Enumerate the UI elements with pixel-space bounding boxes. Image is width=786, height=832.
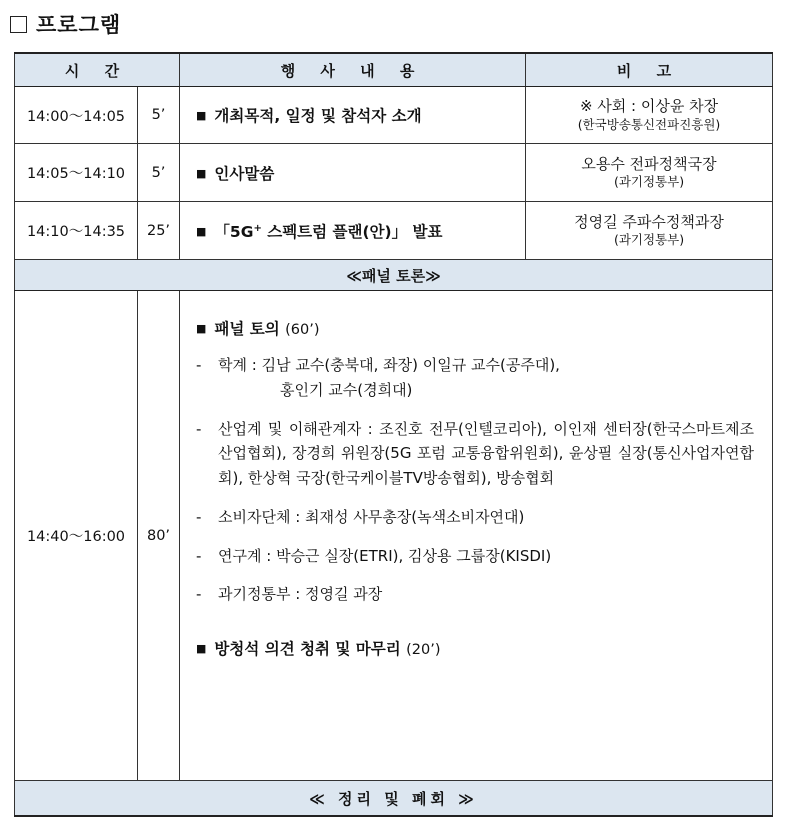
header-note: 비 고 [526, 53, 773, 87]
note-line1: ※ 사회 : 이상윤 차장 [579, 97, 719, 116]
checkbox-square-icon [10, 16, 27, 33]
program-table [14, 52, 773, 817]
event-label-pre: 「5G [214, 222, 254, 241]
panel-time: 14:40～16:00 [15, 291, 138, 781]
row-time: 14:10～14:35 [15, 202, 138, 260]
list-item [196, 353, 754, 403]
note-line2: (과기정통부) [613, 232, 685, 248]
header-content: 행 사 내 용 [180, 53, 526, 87]
panel-banner: ≪패널 토론≫ [15, 260, 773, 291]
row-duration: 25’ [138, 202, 180, 260]
panel-topic-closing [196, 637, 754, 659]
topic-minutes: (60’) [285, 322, 320, 338]
topic-label: 방청석 의견 청취 및 마무리 [214, 640, 401, 658]
list-item [196, 505, 754, 530]
item-text-line2: 홍인기 교수(경희대) [280, 380, 413, 399]
item-text: 산업계 및 이해관계자 : 조진호 전무(인텔코리아), 이인재 센터장(한국스마트제조산업협회), 장경희 위원장(5G 포럼 교통융합위원회), 윤상필 실장(통신사업자연합회), 한상혁 국장(한국케이블TV방송협회), 방송협회 [218, 419, 755, 487]
event-label: 개최목적, 일정 및 참석자 소개 [214, 107, 422, 125]
table-row [15, 202, 773, 260]
bullet-square-icon: ■ [196, 322, 207, 335]
panel-topic-discussion [196, 317, 754, 339]
row-event [180, 144, 526, 202]
bullet-square-icon: ■ [196, 166, 207, 180]
bullet-square-icon: ■ [196, 109, 207, 122]
item-text: 연구계 : 박승근 실장(ETRI), 김상용 그룹장(KISDI) [218, 546, 552, 565]
event-label-post: 스펙트럼 플랜(안)」 발표 [261, 222, 443, 241]
row-event [180, 87, 526, 144]
row-event [180, 202, 526, 260]
note-line1: 정영길 주파수정책과장 [574, 212, 724, 231]
item-text: 학계 : 김남 교수(충북대, 좌장) 이일규 교수(공주대), [218, 356, 560, 374]
bullet-square-icon: ■ [196, 224, 207, 238]
topic-label: 패널 토의 [214, 320, 280, 338]
row-duration: 5’ [138, 144, 180, 202]
row-note [526, 144, 773, 202]
panel-detail [180, 291, 773, 781]
bullet-square-icon: ■ [196, 642, 207, 655]
event-label: 인사말씀 [214, 164, 275, 183]
closing-banner: ≪ 정리 및 폐회 ≫ [15, 781, 773, 817]
title-text: 프로그램 [36, 13, 122, 37]
panel-duration: 80’ [138, 291, 180, 781]
topic-minutes: (20’) [406, 642, 441, 658]
list-item [196, 544, 754, 569]
dash-marker: - [196, 507, 202, 526]
row-note [526, 87, 773, 144]
row-time: 14:05～14:10 [15, 144, 138, 202]
dash-marker: - [196, 419, 202, 438]
item-text: 과기정통부 : 정영길 과장 [218, 585, 383, 604]
dash-marker: - [196, 546, 202, 565]
note-line2: (과기정통부) [613, 174, 685, 190]
page-title [10, 6, 121, 42]
event-label-sup: + [253, 222, 262, 234]
row-note [526, 202, 773, 260]
list-item [196, 417, 754, 491]
header-time: 시 간 [15, 53, 180, 87]
note-line1: 오용수 전파정책국장 [581, 154, 717, 173]
row-duration: 5’ [138, 87, 180, 144]
dash-marker: - [196, 356, 202, 374]
row-time: 14:00～14:05 [15, 87, 138, 144]
note-line2: (한국방송통신전파진흥원) [577, 116, 721, 132]
table-row [15, 144, 773, 202]
list-item [196, 582, 754, 607]
closing-banner-row [15, 781, 773, 817]
panel-row [15, 291, 773, 781]
item-text: 소비자단체 : 최재성 사무총장(녹색소비자연대) [218, 507, 525, 526]
table-row [15, 87, 773, 144]
dash-marker: - [196, 585, 202, 604]
header-row [15, 53, 773, 87]
panel-banner-row [15, 260, 773, 291]
